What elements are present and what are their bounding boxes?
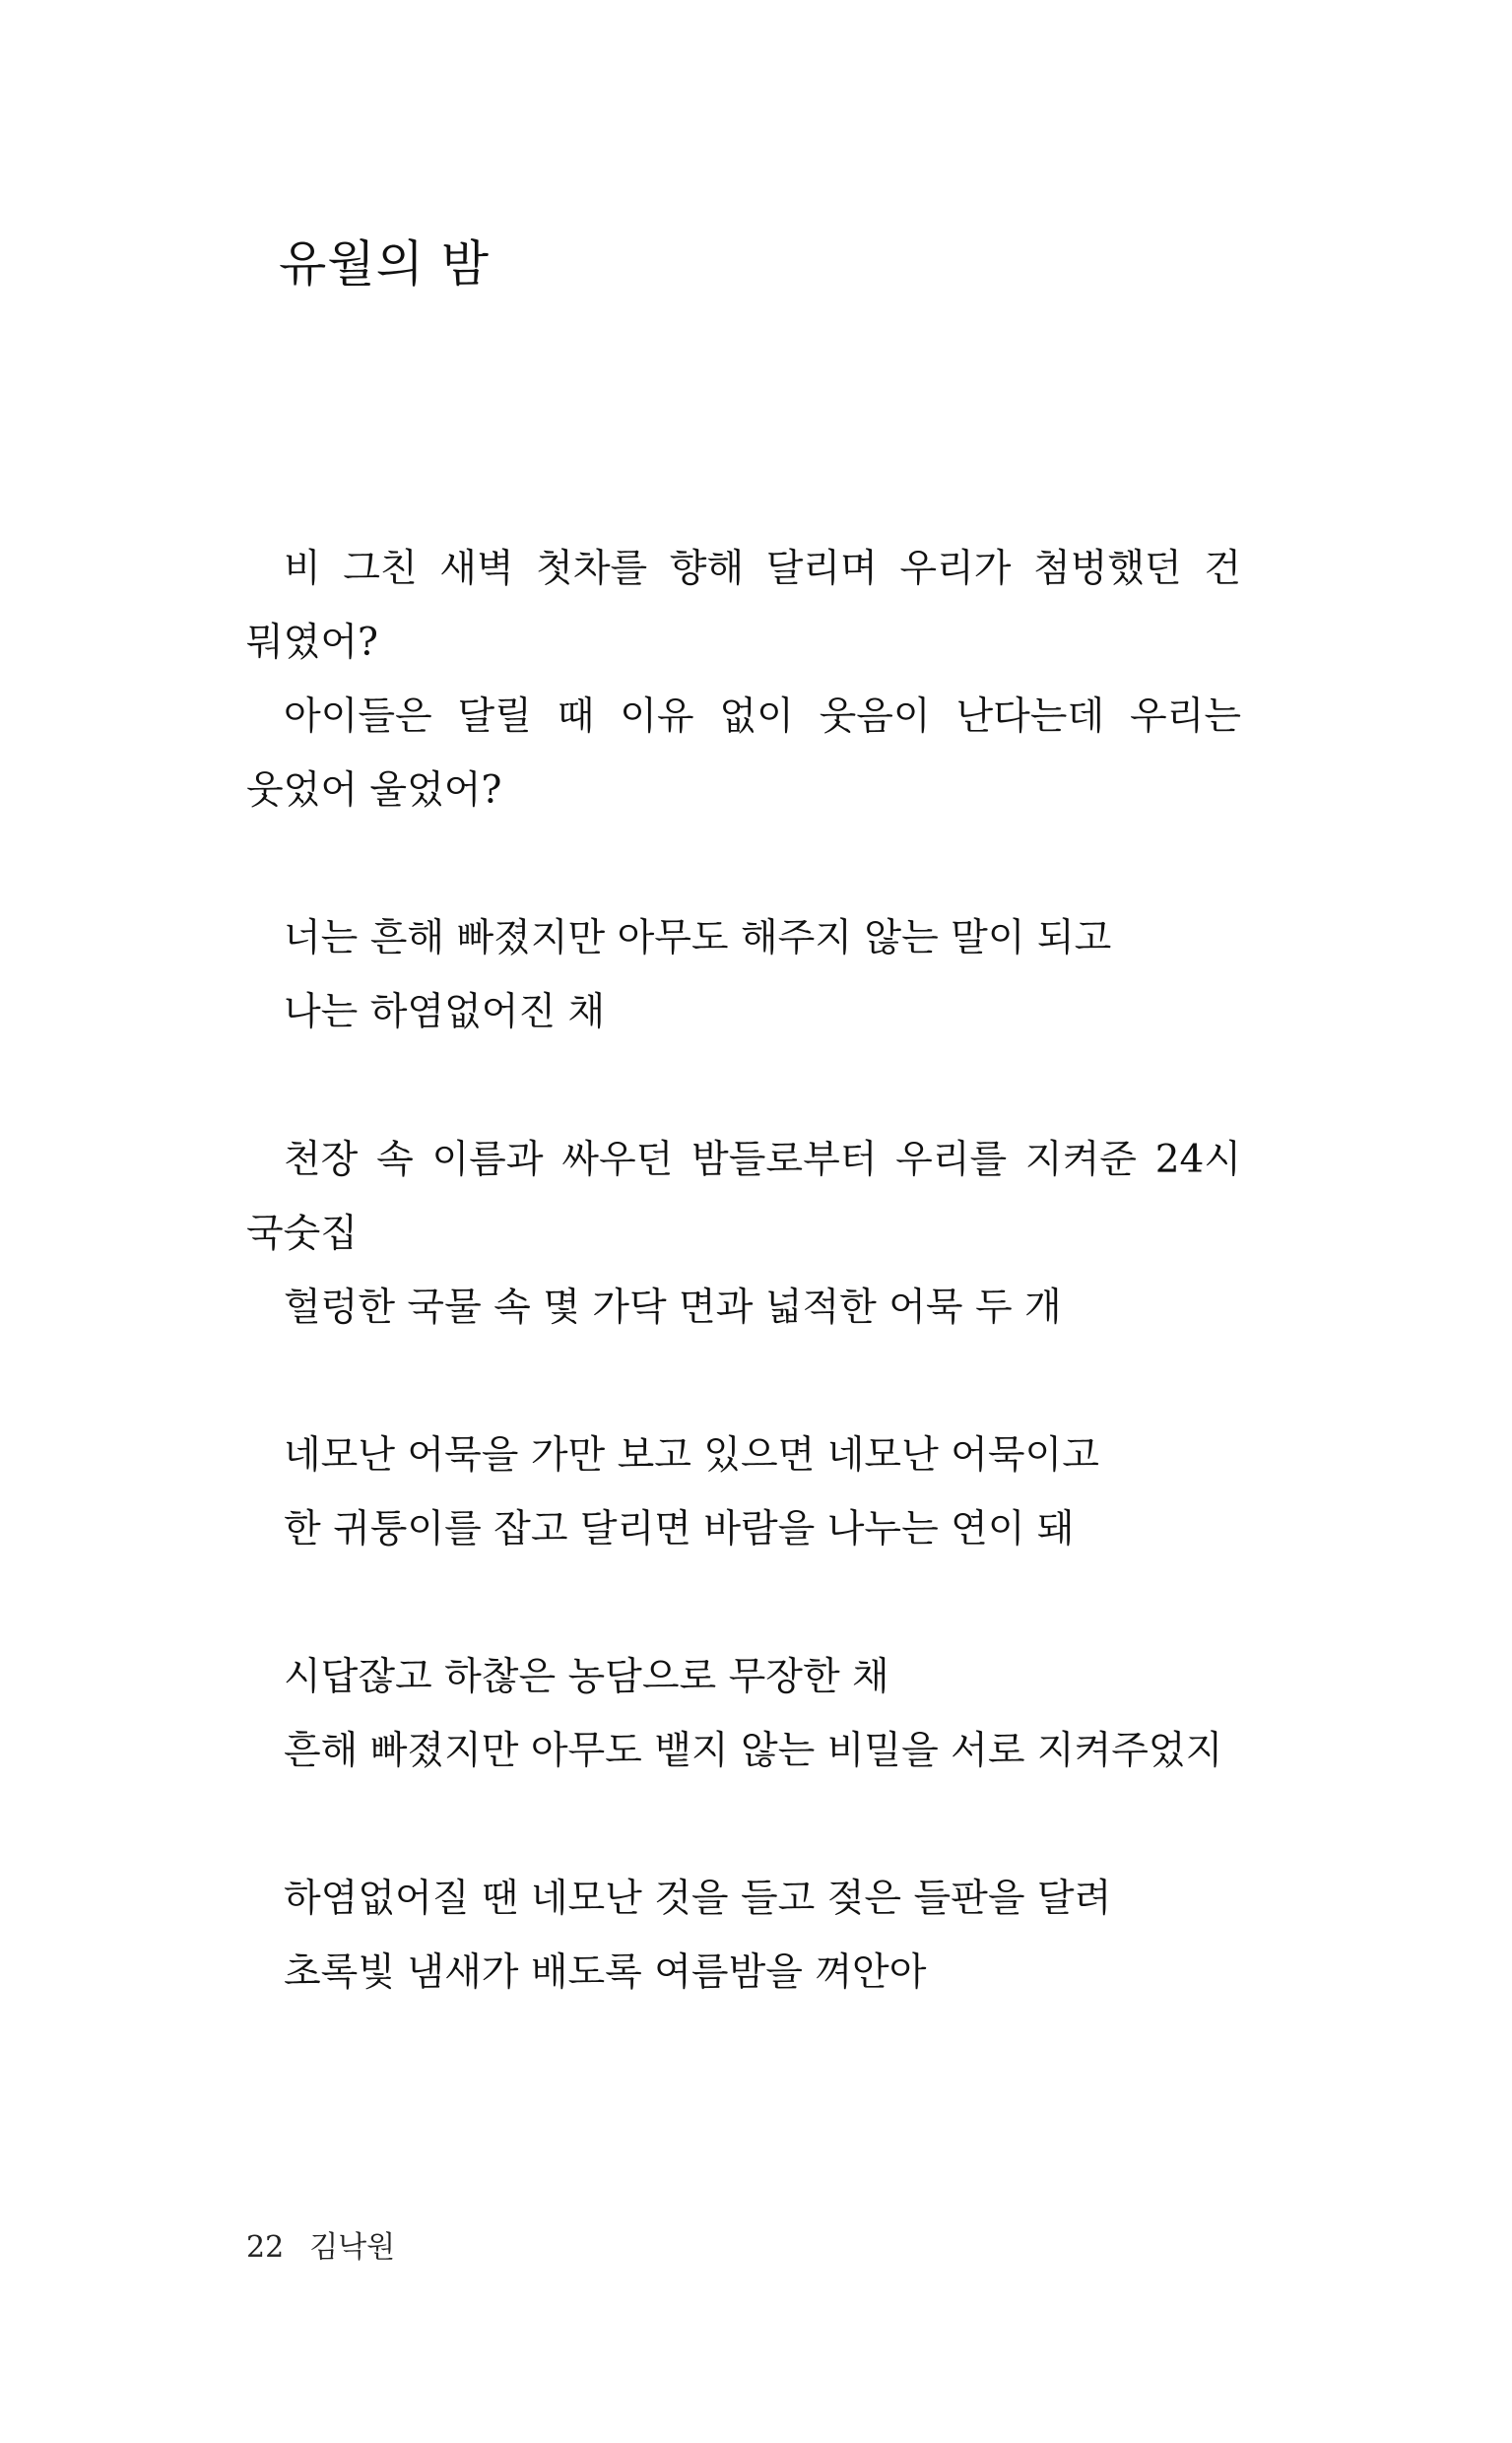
poem-line: 너는 흔해 빠졌지만 아무도 해주지 않는 말이 되고: [284, 916, 1112, 960]
author-name: 김낙원: [309, 2230, 396, 2265]
poem-line: 한 귀퉁이를 잡고 달리면 바람을 나누는 연이 돼: [284, 1507, 1075, 1552]
poem-line: 비 그친 새벽 첫차를 향해 달리며 우리가 첨벙했던 건: [284, 547, 1241, 591]
poem-line: 국숫집: [246, 1212, 359, 1256]
poem-line: 웃었어 울었어?: [246, 768, 502, 813]
poem-line: 뭐였어?: [246, 621, 378, 665]
page-footer: [246, 2228, 395, 2268]
poem-line: 시답잖고 하찮은 농담으로 무장한 채: [284, 1655, 889, 1699]
poem-line: 네모난 어묵을 가만 보고 있으면 네모난 어묵이고: [284, 1433, 1099, 1478]
poem-line: 천장 속 이름과 싸우던 밤들로부터 우리를 지켜준 24시: [284, 1138, 1241, 1182]
page-number: 22: [246, 2230, 285, 2265]
stanza-break: [246, 1788, 1241, 1862]
stanza-break: [246, 1049, 1241, 1123]
poem-line: 헐렁한 국물 속 몇 가닥 면과 넓적한 어묵 두 개: [284, 1286, 1062, 1330]
poem-title: 유월의 밤: [279, 235, 491, 293]
poem-body: [246, 532, 1241, 2010]
stanza-break: [246, 1345, 1241, 1419]
poem-line: 나는 하염없어진 채: [284, 990, 606, 1034]
stanza-break: [246, 827, 1241, 901]
poem-line: 초록빛 냄새가 배도록 여름밤을 껴안아: [284, 1950, 927, 1995]
poem-line: 흔해 빠졌지만 아무도 뱉지 않는 비밀을 서로 지켜주었지: [284, 1729, 1223, 1773]
stanza-break: [246, 1566, 1241, 1640]
poem-line: 하염없어질 땐 네모난 것을 들고 젖은 들판을 달려: [284, 1877, 1112, 1921]
poem-line: 아이들은 달릴 때 이유 없이 웃음이 난다는데 우리는: [284, 694, 1241, 739]
